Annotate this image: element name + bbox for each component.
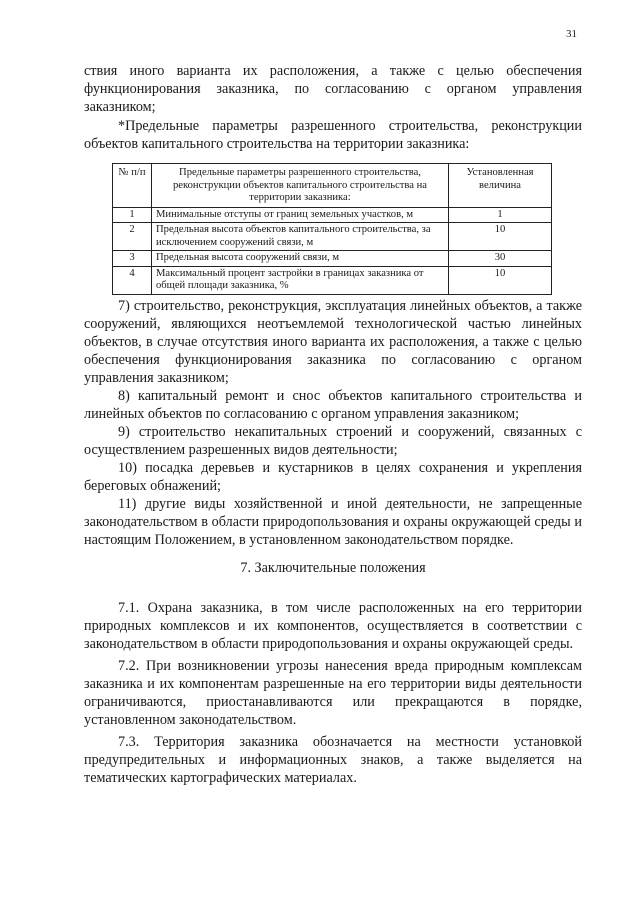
row-value: 1 <box>449 207 552 223</box>
section-title: 7. Заключительные положения <box>240 559 426 576</box>
parameters-table <box>112 163 552 295</box>
continued-paragraph: ствия иного варианта их расположения, а также с целью обеспечения функционирования заказника, по согласованию с органом управления заказником; <box>84 63 582 115</box>
table-row <box>113 207 552 223</box>
header-parameter: Предельные параметры разрешенного строительства, реконструкции объектов капитального строительства на территории заказника: <box>152 164 449 208</box>
clause-7-1: 7.1. Охрана заказника, в том числе расположенных на его территории природных комплексов и их компонентов, осуществляется в соответствии с законодательством в области природопользования и охраны окружающей среды. <box>84 599 582 652</box>
list-item-11: 11) другие виды хозяйственной и иной деятельности, не запрещенные законодательством в области природопользования и охраны окружающей среды и настоящим Положением, в установленном законодательством порядке. <box>84 495 582 548</box>
clause-7-2: 7.2. При возникновении угрозы нанесения вреда природным комплексам заказника и их компонентам разрешенные на его территории виды деятельности ограничиваются, приостанавливаются или прекращаются в порядке, установленном законодательством. <box>84 657 582 728</box>
document-body <box>84 62 582 787</box>
clause-7-3: 7.3. Территория заказника обозначается на местности установкой предупредительных и информационных знаков, а также выделяется на тематических картографических материалах. <box>84 733 582 786</box>
header-number: № п/п <box>113 164 152 208</box>
table-header-row <box>113 164 552 208</box>
table-intro: *Предельные параметры разрешенного строительства, реконструкции объектов капитального строительства на территории заказника: <box>84 118 582 152</box>
row-parameter: Предельная высота объектов капитального строительства, за исключением сооружений связи, м <box>152 223 449 251</box>
row-number: 4 <box>113 266 152 294</box>
list-item-7: 7) строительство, реконструкция, эксплуатация линейных объектов, а также сооружений, являющихся неотъемлемой технологической частью линейных объектов, в случае отсутствия иного варианта их расположения, а также с целью обеспечения функционирования заказника по согласованию с органом управления заказником; <box>84 297 582 386</box>
row-parameter: Минимальные отступы от границ земельных участков, м <box>152 207 449 223</box>
row-value: 10 <box>449 266 552 294</box>
page-number: 31 <box>566 28 577 40</box>
table-row <box>113 251 552 267</box>
table-row <box>113 223 552 251</box>
row-number: 3 <box>113 251 152 267</box>
row-parameter: Максимальный процент застройки в границах заказника от общей площади заказника, % <box>152 266 449 294</box>
list-item-9: 9) строительство некапитальных строений и сооружений, связанных с осуществлением разрешенных видов деятельности; <box>84 423 582 458</box>
list-item-10: 10) посадка деревьев и кустарников в целях сохранения и укрепления береговых обнажений; <box>84 459 582 494</box>
row-value: 10 <box>449 223 552 251</box>
row-parameter: Предельная высота сооружений связи, м <box>152 251 449 267</box>
table-row <box>113 266 552 294</box>
row-number: 1 <box>113 207 152 223</box>
row-number: 2 <box>113 223 152 251</box>
header-value: Установленная величина <box>449 164 552 208</box>
row-value: 30 <box>449 251 552 267</box>
list-item-8: 8) капитальный ремонт и снос объектов капитального строительства и линейных объектов по согласованию с органом управления заказником; <box>84 387 582 422</box>
